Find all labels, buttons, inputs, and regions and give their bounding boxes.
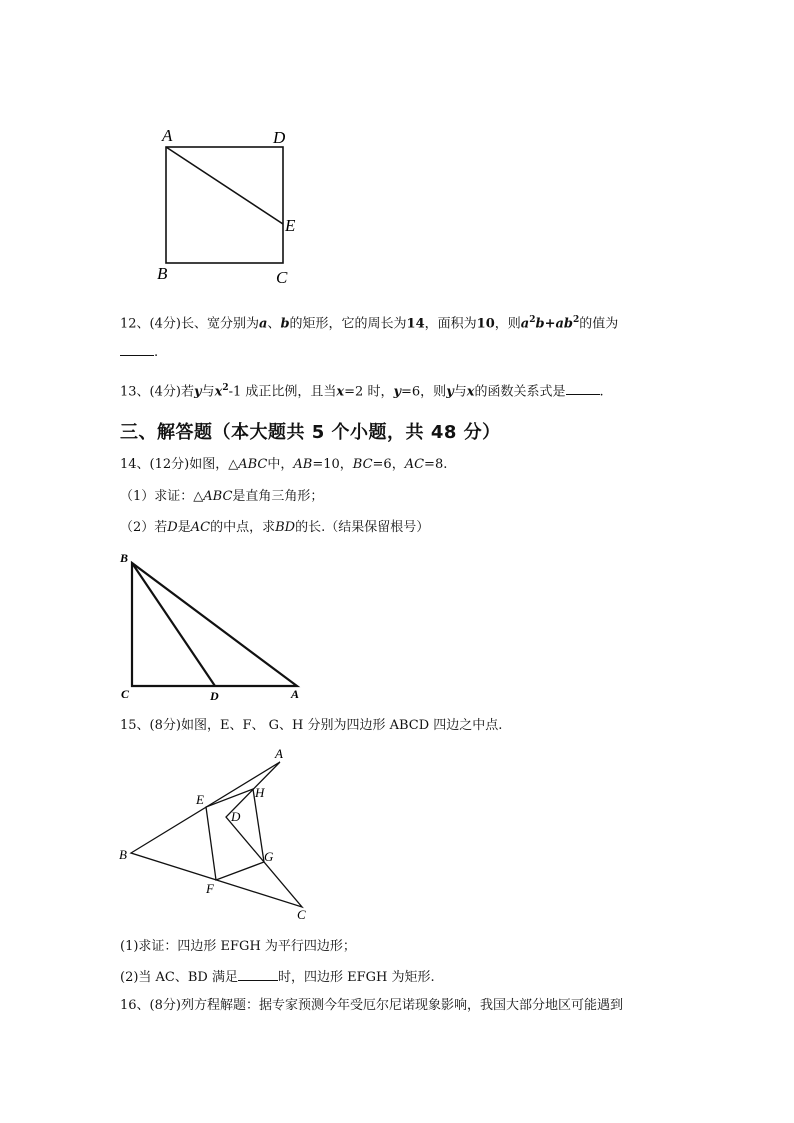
question-14-part-1: （1）求证：△ABC是直角三角形； (120, 489, 324, 504)
label-b: B (119, 847, 127, 862)
answer-blank-15[interactable] (238, 968, 278, 981)
quadrilateral-abcd (131, 762, 302, 907)
question-16: 16、(8分)列方程解题：据专家预测今年受厄尔尼诺现象影响，我国大部分地区可能遇到 (120, 998, 623, 1013)
label-e: E (196, 792, 204, 807)
question-15: 15、(8分)如图，E、F、 G、H 分别为四边形 ABCD 四边之中点. (120, 718, 503, 733)
question-14: 14、(12分)如图，△ABC中，AB=10，BC=6，AC=8. (120, 457, 448, 472)
section-heading: 三、解答题（本大题共 5 个小题，共 48 分） (120, 422, 501, 443)
label-b: B (120, 551, 129, 565)
square-abcd (166, 147, 283, 263)
label-f: F (206, 881, 214, 896)
segment-ae (166, 147, 283, 224)
label-c: C (297, 907, 306, 922)
question-14-part-2: （2）若D是AC的中点，求BD的长.（结果保留根号） (120, 520, 430, 535)
label-c: C (276, 268, 288, 287)
label-a: A (275, 746, 283, 761)
answer-blank-12[interactable] (120, 343, 154, 356)
question-15-part-2: (2)当 AC、BD 满足 时，四边形 EFGH 为矩形. (120, 970, 435, 985)
figure-square-abcd (0, 0, 794, 300)
label-d: D (210, 689, 219, 703)
label-g: G (264, 849, 274, 864)
label-d: D (231, 809, 241, 824)
triangle-abc (132, 563, 297, 686)
label-a: A (162, 126, 173, 145)
answer-blank-13[interactable] (566, 382, 600, 395)
question-15-part-1: (1)求证：四边形 EFGH 为平行四边形； (120, 939, 356, 954)
figure-quadrilateral-abcd (0, 740, 794, 930)
label-a: A (291, 687, 300, 701)
question-12: 12、(4分)长、宽分别为a、b的矩形，它的周长为14，面积为10，则$a^2b+ab^2$的值为 (120, 315, 619, 332)
label-e: E (285, 216, 296, 235)
label-c: C (121, 687, 130, 701)
label-d: D (273, 128, 286, 147)
label-b: B (157, 264, 168, 283)
segment-bd (132, 563, 215, 686)
question-12-answer: . (120, 343, 158, 362)
figure-triangle-abc (0, 545, 794, 705)
question-13: 13、(4分)若y与$x^2-1$ 成正比例，且当x=2 时，y=6，则y与x的函数关系式是 . (120, 383, 604, 400)
quadrilateral-efgh (206, 789, 264, 880)
label-h: H (255, 785, 265, 800)
